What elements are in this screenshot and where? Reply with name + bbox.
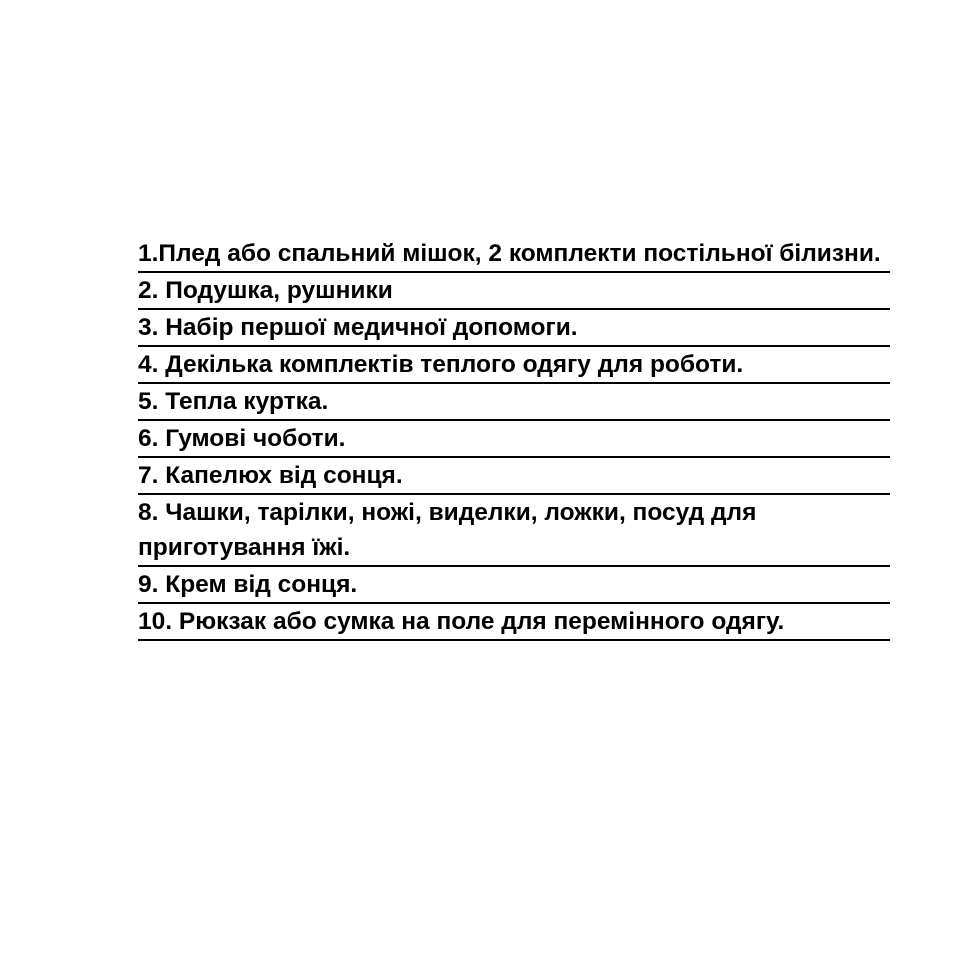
list-item: 4. Декілька комплектів теплого одягу для роботи. — [138, 347, 890, 384]
list-item: 10. Рюкзак або сумка на поле для перемінного одягу. — [138, 604, 890, 641]
list-item: 7. Капелюх від сонця. — [138, 458, 890, 495]
list-item: 9. Крем від сонця. — [138, 567, 890, 604]
list-item: 1.Плед або спальний мішок, 2 комплекти постільної білизни. — [138, 236, 890, 273]
list-item: 6. Гумові чоботи. — [138, 421, 890, 458]
list-item: 3. Набір першої медичної допомоги. — [138, 310, 890, 347]
list-item: 8. Чашки, тарілки, ножі, виделки, ложки, посуд для приготування їжі. — [138, 495, 890, 567]
list-item: 2. Подушка, рушники — [138, 273, 890, 310]
list-item: 5. Тепла куртка. — [138, 384, 890, 421]
packing-list — [138, 236, 890, 641]
